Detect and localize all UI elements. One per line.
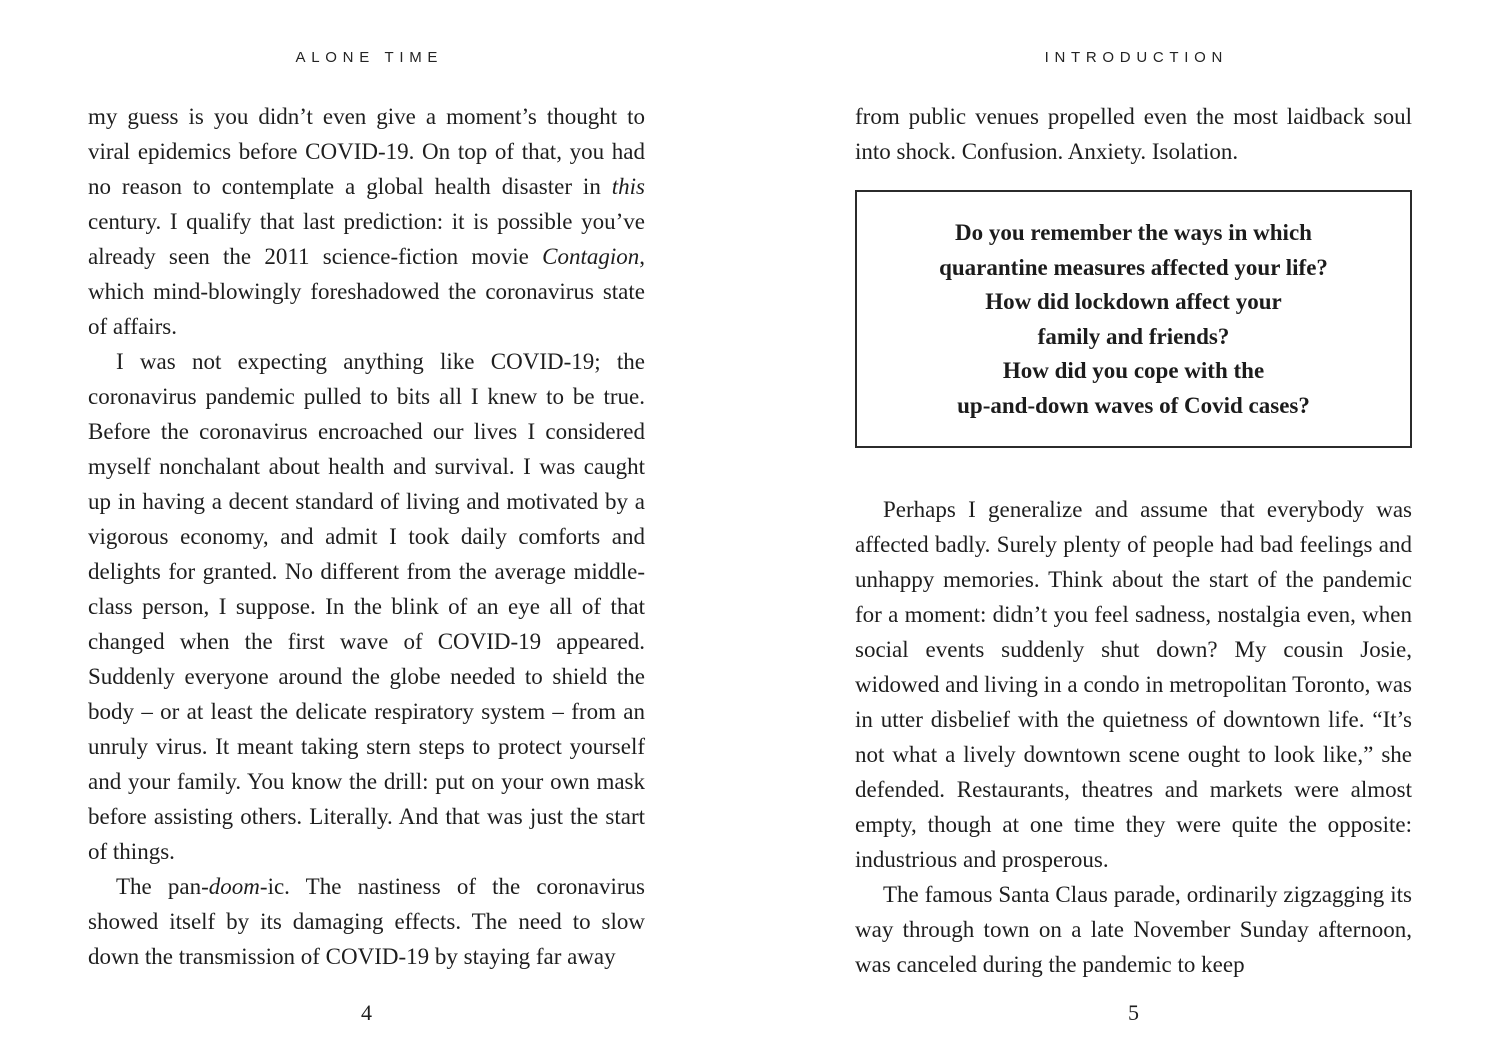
paragraph-continuation: my guess is you didn’t even give a moment’s thought to viral epidemics before COVID-19. On top of that, you had no reason to contemplate a global health disaster in this century. I qualify that last prediction: it is possible you’ve already seen the 2011 science-fiction movie Contagion, which mind-blowingly foreshadowed the coronavirus state of affairs. — [88, 104, 645, 339]
right-running-header: INTRODUCTION — [1044, 49, 1229, 66]
right-page — [855, 0, 1412, 1062]
left-page-number: 4 — [361, 1000, 372, 1025]
left-running-header: ALONE TIME — [295, 49, 444, 66]
right-page-number: 5 — [1128, 1000, 1139, 1025]
quote-line: How did lockdown affect your — [985, 289, 1282, 314]
paragraph: Perhaps I generalize and assume that everybody was affected badly. Surely plenty of people had bad feelings and unhappy memories. Think about the start of the pandemic for a moment: didn’t you feel sadness, nostalgia even, when social events suddenly shut down? My cousin Josie, widowed and living in a condo in metropolitan Toronto, was in utter disbelief with the quietness of downtown life. “It’s not what a lively downtown scene ought to look like,” she defended. Restaurants, theatres and markets were almost empty, though at one time they were quite the opposite: industrious and prosperous. — [855, 497, 1412, 872]
quote-line: family and friends? — [1037, 323, 1230, 349]
quote-line: Do you remember the ways in which — [955, 220, 1312, 245]
reflection-question-box — [855, 190, 1412, 448]
quote-line: How did you cope with the — [1002, 358, 1265, 383]
paragraph: The famous Santa Claus parade, ordinarily zigzagging its way through town on a late November Sunday afternoon, was canceled during the pandemic to keep — [855, 882, 1412, 977]
paragraph: The pan-doom-ic. The nastiness of the coronavirus showed itself by its damaging effects. The need to slow down the transmission of COVID-19 by staying far away — [88, 874, 645, 969]
paragraph-continuation: from public venues propelled even the most laidback soul into shock. Confusion. Anxiety. Isolation. — [855, 104, 1412, 164]
quote-line: up-and-down waves of Covid cases? — [957, 392, 1310, 418]
right-page-text — [855, 99, 1412, 982]
quote-line: quarantine measures affected your life? — [939, 254, 1328, 280]
left-page-text — [88, 99, 645, 974]
left-page — [88, 0, 645, 1062]
paragraph: I was not expecting anything like COVID-19; the coronavirus pandemic pulled to bits all I knew to be true. Before the coronavirus encroached our lives I considered myself nonchalant about health and survival. I was caught up in having a decent standard of living and motivated by a vigorous economy, and admit I took daily comforts and delights for granted. No different from the average middle-class person, I suppose. In the blink of an eye all of that changed when the first wave of COVID-19 appeared. Suddenly everyone around the globe needed to shield the body – or at least the delicate respiratory system – from an unruly virus. It meant taking stern steps to protect yourself and your family. You know the drill: put on your own mask before assisting others. Literally. And that was just the start of things. — [88, 349, 645, 864]
